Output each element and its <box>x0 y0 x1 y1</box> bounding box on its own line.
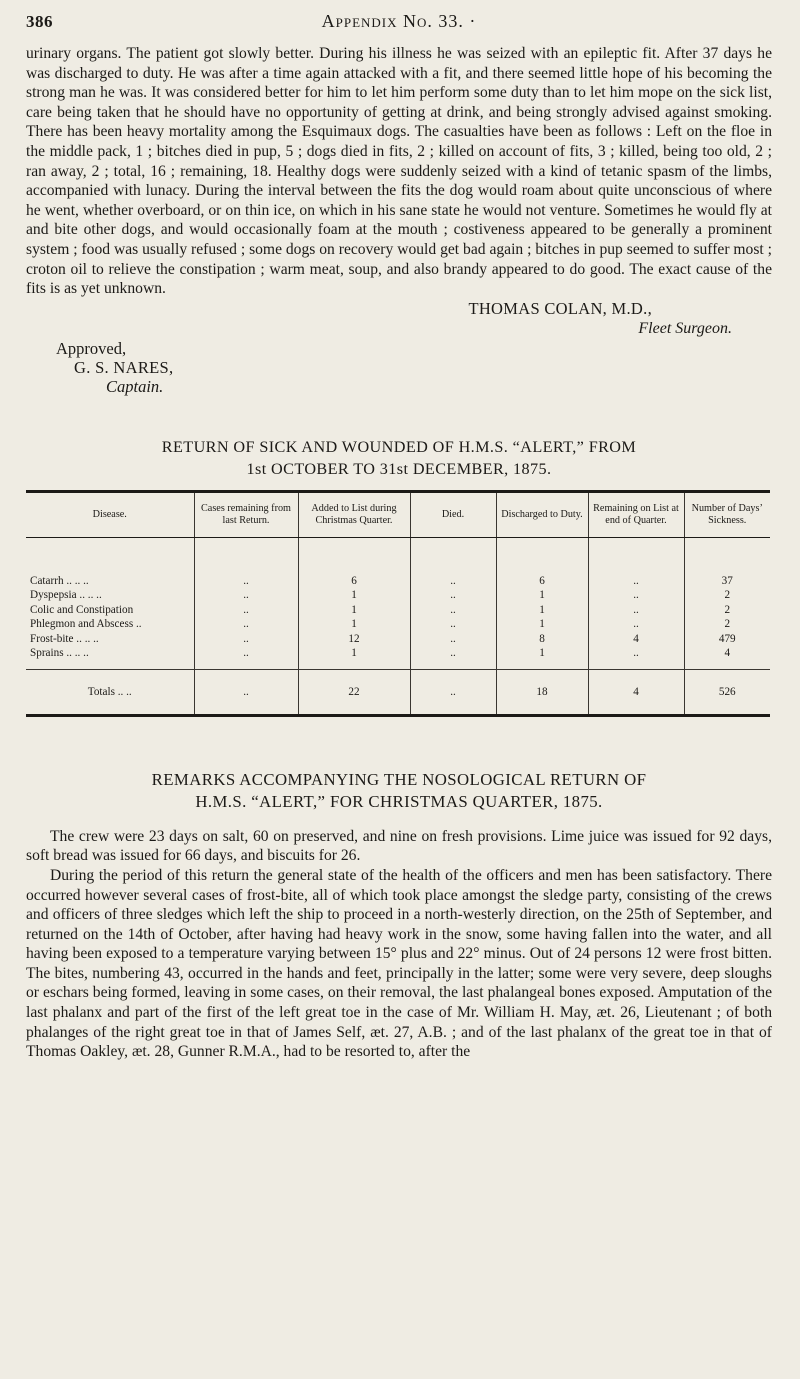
totals-row <box>26 669 770 715</box>
column-header: Discharged to Duty. <box>496 491 588 537</box>
body-paragraph: The crew were 23 days on salt, 60 on preserved, and nine on fresh provisions. Lime juice was issued for 92 days, soft bread was issued for 66 days, and biscuits for 26. <box>26 827 772 865</box>
table-cell: .. <box>194 669 298 715</box>
table-cell: 2 <box>684 617 770 632</box>
table-cell: .. <box>588 588 684 603</box>
table-cell: 479 <box>684 632 770 647</box>
column-header: Cases remaining from last Return. <box>194 491 298 537</box>
page-header <box>26 0 772 44</box>
table-cell: 526 <box>684 669 770 715</box>
table-cell: 6 <box>298 537 410 588</box>
table-cell: .. <box>410 603 496 618</box>
table-row <box>26 617 770 632</box>
sick-return-table <box>26 490 770 717</box>
return-heading-line1: RETURN OF SICK AND WOUNDED OF H.M.S. “ALERT,” FROM <box>161 437 637 456</box>
table-header-row <box>26 491 770 537</box>
return-heading <box>26 436 772 480</box>
table-cell: 4 <box>684 646 770 669</box>
table-cell: 2 <box>684 588 770 603</box>
totals-label: Totals .. .. <box>26 669 194 715</box>
table-cell: .. <box>410 617 496 632</box>
table-cell: 1 <box>496 646 588 669</box>
table-cell: 1 <box>496 603 588 618</box>
remarks-heading-line1: REMARKS ACCOMPANYING THE NOSOLOGICAL RETURN OF <box>151 769 647 789</box>
remarks-body <box>26 827 772 1062</box>
table-cell: 1 <box>298 603 410 618</box>
table-cell: .. <box>410 646 496 669</box>
approved-label: Approved, <box>56 338 127 358</box>
signatory-title: Fleet Surgeon. <box>638 319 732 337</box>
table-cell: .. <box>410 588 496 603</box>
approver-name: G. S. NARES, <box>74 357 174 377</box>
table-cell: 6 <box>496 537 588 588</box>
table-row <box>26 588 770 603</box>
table-cell: 22 <box>298 669 410 715</box>
table-cell: 4 <box>588 632 684 647</box>
page-number: 386 <box>26 12 53 31</box>
approver-title: Captain. <box>106 376 164 396</box>
table-cell: .. <box>588 617 684 632</box>
table-cell: 37 <box>684 537 770 588</box>
remarks-heading <box>26 769 772 813</box>
table-row <box>26 632 770 647</box>
table-cell: 1 <box>298 646 410 669</box>
column-header: Remaining on List at end of Quarter. <box>588 491 684 537</box>
table-cell: 1 <box>298 588 410 603</box>
table-cell: .. <box>194 632 298 647</box>
body-paragraph: urinary organs. The patient got slowly better. During his illness he was seized with an epileptic fit. After 37 days he was discharged to duty. He was after a time again attacked with a fit, and there seemed little hope of his becoming the strong man he was. It was considered better for him to let him perform some duty than to let him mope on the sick list, care being taken that he should have no opportunity of getting at drink, and being strongly advised against smoking. There has been heavy mortality among the Esquimaux dogs. The casualties have been as follows : Left on the floe in the middle pack, 1 ; bitches died in pup, 5 ; dogs died in fits, 2 ; killed on account of fits, 3 ; killed, being too old, 2 ; ran away, 2 ; total, 16 ; remaining, 18. Healthy dogs were suddenly seized with a kind of tetanic spasm of the limbs, accompanied with lunacy. During the interval between the fits the dog would roam about quite unconscious of where he went, whether overboard, or on thin ice, on which in his sane state he would not venture. Sometimes he would fly at and bite other dogs, and would occasionally foam at the mouth ; costiveness appeared to be generally a prominent system ; food was usually refused ; some dogs on recovery would get bad again ; bitches in pup seemed to suffer most ; croton oil to relieve the constipation ; warm meat, soup, and also brandy appeared to do good. The exact cause of the fits is as yet unknown. <box>26 45 772 298</box>
table-cell: .. <box>588 646 684 669</box>
table-cell: 4 <box>588 669 684 715</box>
table-cell: 12 <box>298 632 410 647</box>
table-cell: .. <box>588 537 684 588</box>
table-row <box>26 646 770 669</box>
table-cell: .. <box>194 603 298 618</box>
table-cell: .. <box>194 537 298 588</box>
table-cell: 2 <box>684 603 770 618</box>
running-head: Appendix No. 33. · <box>321 11 477 31</box>
signatory-name: THOMAS COLAN, M.D., <box>468 298 652 318</box>
disease-cell: Sprains .. .. .. <box>30 647 89 660</box>
body-paragraph: During the period of this return the general state of the health of the officers and men has been satisfactory. There occurred however several cases of frost-bite, all of which took place amongst the sledge party, consisting of the crews and officers of three sledges which left the ship to proceed in a north-westerly direction, on the 25th of September, and returned on the 14th of October, after having had heavy work in the snow, some having fallen into the water, and all having been exposed to a temperature varying between 15° plus and 22° minus. Out of 24 persons 12 were frost bitten. The bites, numbering 43, occurred in the hands and feet, principally in the latter; some were very severe, deep sloughs or eschars being formed, leaving in some cases, on their removal, the last phalangeal bones exposed. Amputation of the last phalanx and part of the first of the left great toe in the case of Mr. William H. May, æt. 26, Lieutenant ; of both phalanges of the right great toe in that of James Self, æt. 27, A.B. ; and of the last phalanx of the great toe in that of Thomas Oakley, æt. 28, Gunner R.M.A., had to be resorted to, after the <box>26 866 772 1061</box>
column-header: Disease. <box>26 491 194 537</box>
table-cell: .. <box>194 588 298 603</box>
signature-block <box>26 299 772 357</box>
table-cell: .. <box>410 632 496 647</box>
table-cell: 1 <box>496 588 588 603</box>
column-header: Number of Days’ Sickness. <box>684 491 770 537</box>
disease-cell: Catarrh .. .. .. <box>30 574 89 587</box>
disease-cell: Phlegmon and Abscess .. <box>30 618 142 631</box>
table-cell: .. <box>410 537 496 588</box>
table-row <box>26 537 770 588</box>
table-cell: .. <box>194 617 298 632</box>
table-cell: 18 <box>496 669 588 715</box>
table-cell: .. <box>410 669 496 715</box>
disease-cell: Frost-bite .. .. .. <box>30 632 99 645</box>
table-cell: 8 <box>496 632 588 647</box>
table-cell: .. <box>194 646 298 669</box>
remarks-heading-line2: H.M.S. “ALERT,” FOR CHRISTMAS QUARTER, 1875. <box>195 791 603 811</box>
table-cell: 1 <box>298 617 410 632</box>
table-cell: 1 <box>496 617 588 632</box>
disease-cell: Dyspepsia .. .. .. <box>30 589 102 602</box>
disease-cell: Colic and Constipation <box>30 603 134 616</box>
table-row <box>26 603 770 618</box>
column-header: Died. <box>410 491 496 537</box>
column-header: Added to List during Christmas Quarter. <box>298 491 410 537</box>
table-cell: .. <box>588 603 684 618</box>
return-heading-line2: 1st OCTOBER TO 31st DECEMBER, 1875. <box>246 459 552 478</box>
